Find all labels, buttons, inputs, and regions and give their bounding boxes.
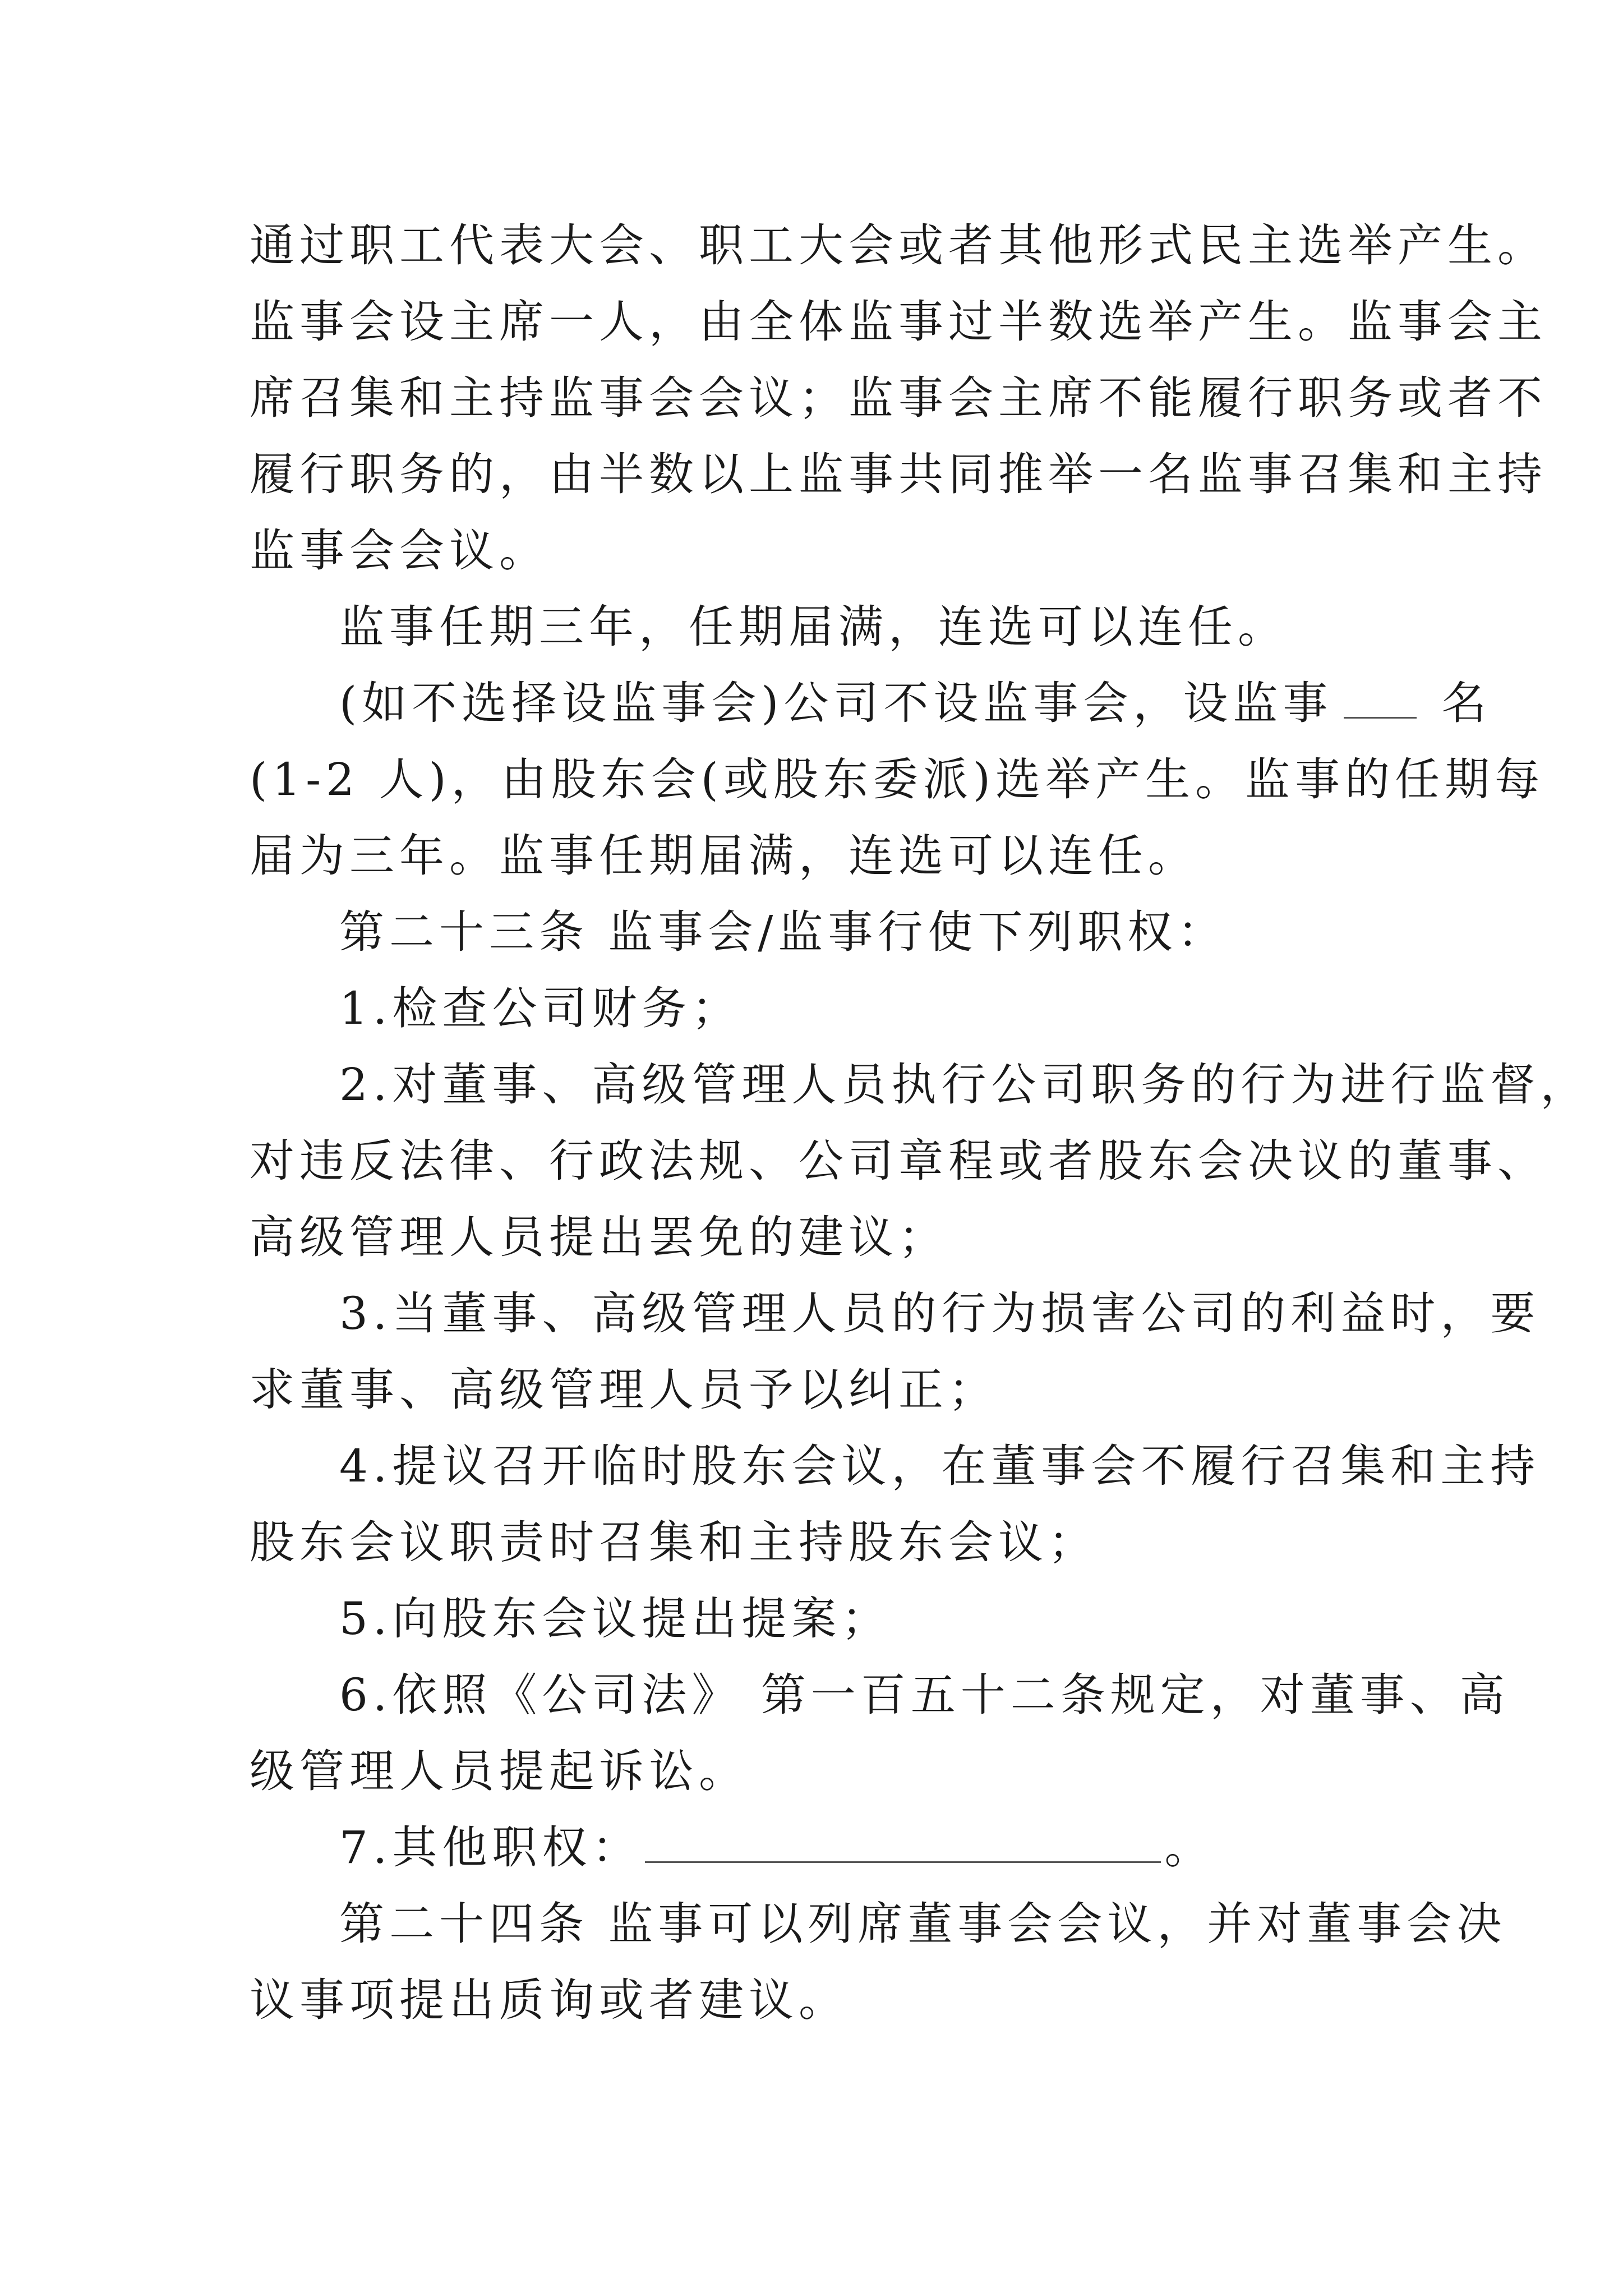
list-item: 1.检查公司财务； [339,982,742,1034]
list-item: 2.对董事、高级管理人员执行公司职务的行为进行监督， [339,1059,1590,1111]
text-line: 求董事、高级管理人员予以纠正； [250,1364,998,1416]
text-line: 级管理人员提起诉讼。 [250,1745,749,1797]
text-line: 高级管理人员提出罢免的建议； [250,1211,948,1263]
text-line: 监事任期三年，任期届满，连选可以连任。 [339,601,1288,653]
text-segment: 7.其他职权： [339,1821,642,1874]
text-segment: 名 [1441,677,1492,729]
text-line: 履行职务的，由半数以上监事共同推举一名监事召集和主持 [250,448,1547,500]
fill-in-blank[interactable] [645,1822,1161,1863]
text-segment: 。 [1164,1821,1215,1874]
text-line-with-blank [250,665,1492,742]
list-item-with-blank [250,1810,1394,1886]
text-line: 议事项提出质询或者建议。 [250,1974,849,2026]
fill-in-blank[interactable] [1344,678,1417,719]
text-line: 届为三年。监事任期届满，连选可以连任。 [250,830,1198,882]
list-item: 5.向股东会议提出提案； [339,1593,892,1645]
text-line: 监事会会议。 [250,524,549,577]
article-heading: 第二十四条 监事可以列席董事会会议，并对董事会决 [339,1898,1507,1950]
text-line: 股东会议职责时召集和主持股东会议； [250,1516,1098,1568]
list-item: 6.依照《公司法》 第一百五十二条规定，对董事、高 [339,1669,1510,1721]
text-line: 席召集和主持监事会会议；监事会主席不能履行职务或者不 [250,372,1547,424]
article-heading: 第二十三条 监事会/监事行使下列职权： [339,906,1228,958]
text-line: 监事会设主席一人，由全体监事过半数选举产生。监事会主 [250,296,1547,348]
document-body [250,208,1590,2039]
list-item: 3.当董事、高级管理人员的行为损害公司的利益时，要 [339,1287,1541,1340]
text-line: 通过职工代表大会、职工大会或者其他形式民主选举产生。 [250,219,1547,272]
text-segment: (如不选择设监事会)公司不设监事会，设监事 [339,677,1333,729]
list-item: 4.提议召开临时股东会议，在董事会不履行召集和主持 [339,1440,1541,1492]
text-line: (1-2 人)，由股东会(或股东委派)选举产生。监事的任期每 [250,753,1545,806]
text-line: 对违反法律、行政法规、公司章程或者股东会决议的董事、 [250,1135,1547,1187]
